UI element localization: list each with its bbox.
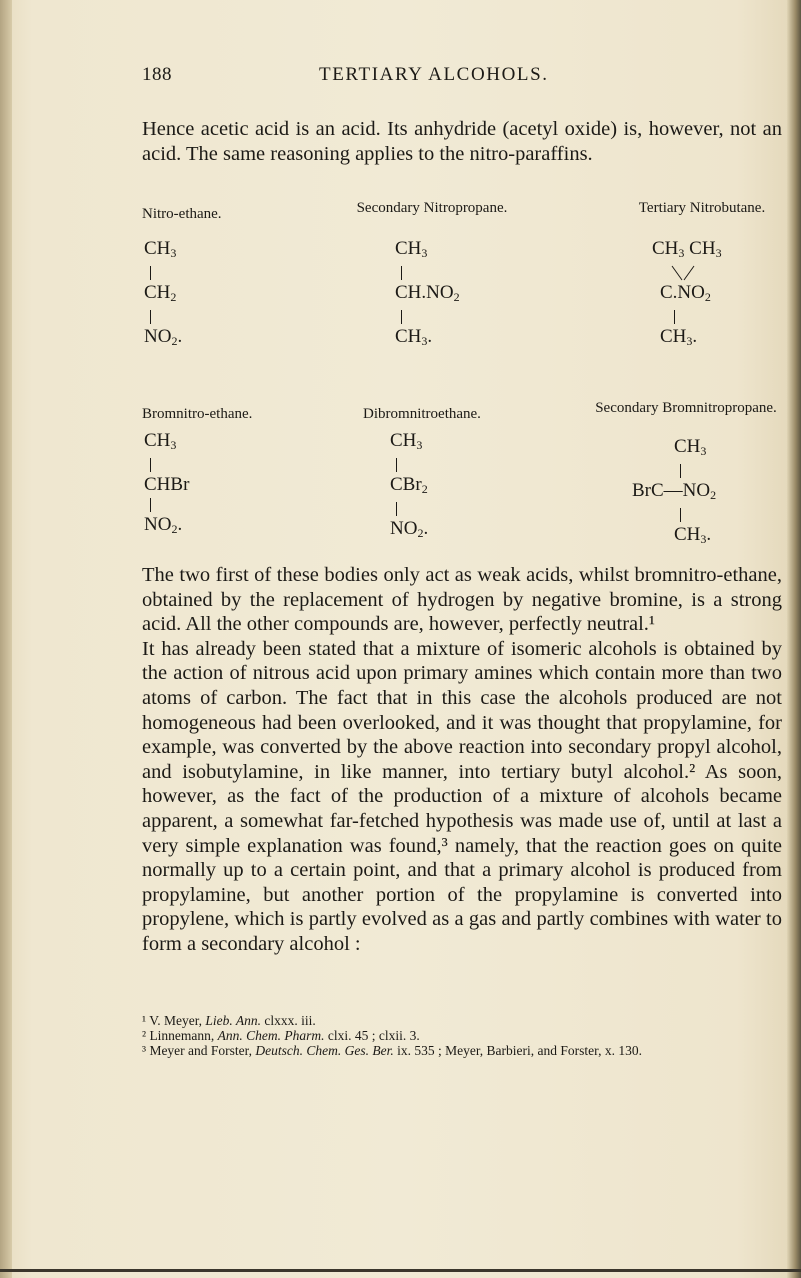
formula-line: $CH_2$ (144, 282, 177, 304)
formula-line: $BrC—NO_2$ (632, 480, 717, 502)
running-title: TERTIARY ALCOHOLS. (319, 64, 549, 85)
formula-name: Dibromnitroethane. (363, 406, 481, 422)
formula-name: Tertiary Nitrobutane. (638, 200, 766, 216)
formula-nitroethane (142, 200, 262, 348)
formula-row-bromnitro (142, 400, 782, 550)
paragraph-acids: The two first of these bodies only act as weak acids, whilst bromnitro-ethane, obtained by the replacement of hydrogen by negative bromine, is a strong acid. All the other compounds are, however, perfectly neutral.¹ (142, 564, 782, 636)
formula-line: $CH_3$ (674, 436, 707, 458)
formula-line: $C.NO_2$ (660, 282, 711, 304)
formula-line: $CH.NO_2$ (395, 282, 460, 304)
formula-tertiary-nitrobutane (622, 200, 782, 348)
paragraph-intro: Hence acetic acid is an acid. Its anhydride (acetyl oxide) is, however, not an acid. The same reasoning applies to the nitro-paraffins. (142, 118, 782, 165)
formula-name: Secondary Nitropropane. (356, 200, 508, 216)
formula-line: $CH_3$ (144, 430, 177, 452)
formula-row-nitroparaffins (142, 200, 782, 375)
formula-line: $CH_3$ (395, 238, 428, 260)
footnote-3: ³ Meyer and Forster, Deutsch. Chem. Ges. Ber. ix. 535 ; Meyer, Barbieri, and Forster, x. 130. (142, 1043, 642, 1058)
formula-secondary-nitropropane (347, 200, 517, 348)
bond-lines (652, 264, 712, 282)
formula-name: Nitro-ethane. (142, 206, 222, 222)
formula-line: $NO_2$. (144, 514, 183, 536)
formula-line: $CH_3$. (674, 524, 712, 546)
footnotes (142, 1013, 782, 1058)
footnote-2: ² Linnemann, Ann. Chem. Pharm. clxi. 45 ; clxii. 3. (142, 1028, 420, 1043)
formula-line: $CH_3$ (390, 430, 423, 452)
formula-secondary-bromnitropropane (590, 400, 782, 546)
formula-line: $NO_2$. (390, 518, 429, 540)
page-number: 188 (142, 64, 172, 85)
formula-bromnitroethane (142, 400, 302, 536)
body-text (142, 563, 782, 957)
formula-line: $NO_2$. (144, 326, 183, 348)
formula-line: $CH_3$. (395, 326, 433, 348)
formula-line: $CH_3$ (144, 238, 177, 260)
formula-dibromnitroethane (332, 400, 512, 540)
paragraph-isomeric-alcohols: It has already been stated that a mixture of isomeric alcohols is obtained by the action of nitrous acid upon primary amines which contain more than two atoms of carbon. The fact that in this case the alcohols produced are not homogeneous had been overlooked, and it was thought that propylamine, for example, was converted by the above reaction into secondary propyl alcohol, and isobutylamine, in like manner, into tertiary butyl alcohol.² As soon, however, as the fact of the production of a mixture of alcohols became apparent, a somewhat far-fetched hypothesis was made use of, until at last a very simple explanation was found,³ namely, that the reaction goes on quite normally up to a certain point, and that a primary alcohol is produced from propylamine, but another portion of the propylamine is converted into propylene, which is partly evolved as a gas and partly combines with water to form a secondary alcohol : (142, 637, 782, 955)
formula-line: $CH_3$ $CH_3$ (652, 238, 722, 260)
page-edge-shadow (787, 0, 801, 1278)
formula-name: Bromnitro-ethane. (142, 406, 253, 422)
formula-line: CBr$_2$ (390, 474, 428, 496)
formula-name: Secondary Bromnitropropane. (595, 400, 777, 416)
bottom-rule (0, 1269, 801, 1272)
formula-line: CHBr (144, 474, 190, 495)
book-binding-shadow (0, 0, 12, 1278)
formula-line: $CH_3$. (660, 326, 698, 348)
footnote-1: ¹ V. Meyer, Lieb. Ann. clxxx. iii. (142, 1013, 316, 1028)
